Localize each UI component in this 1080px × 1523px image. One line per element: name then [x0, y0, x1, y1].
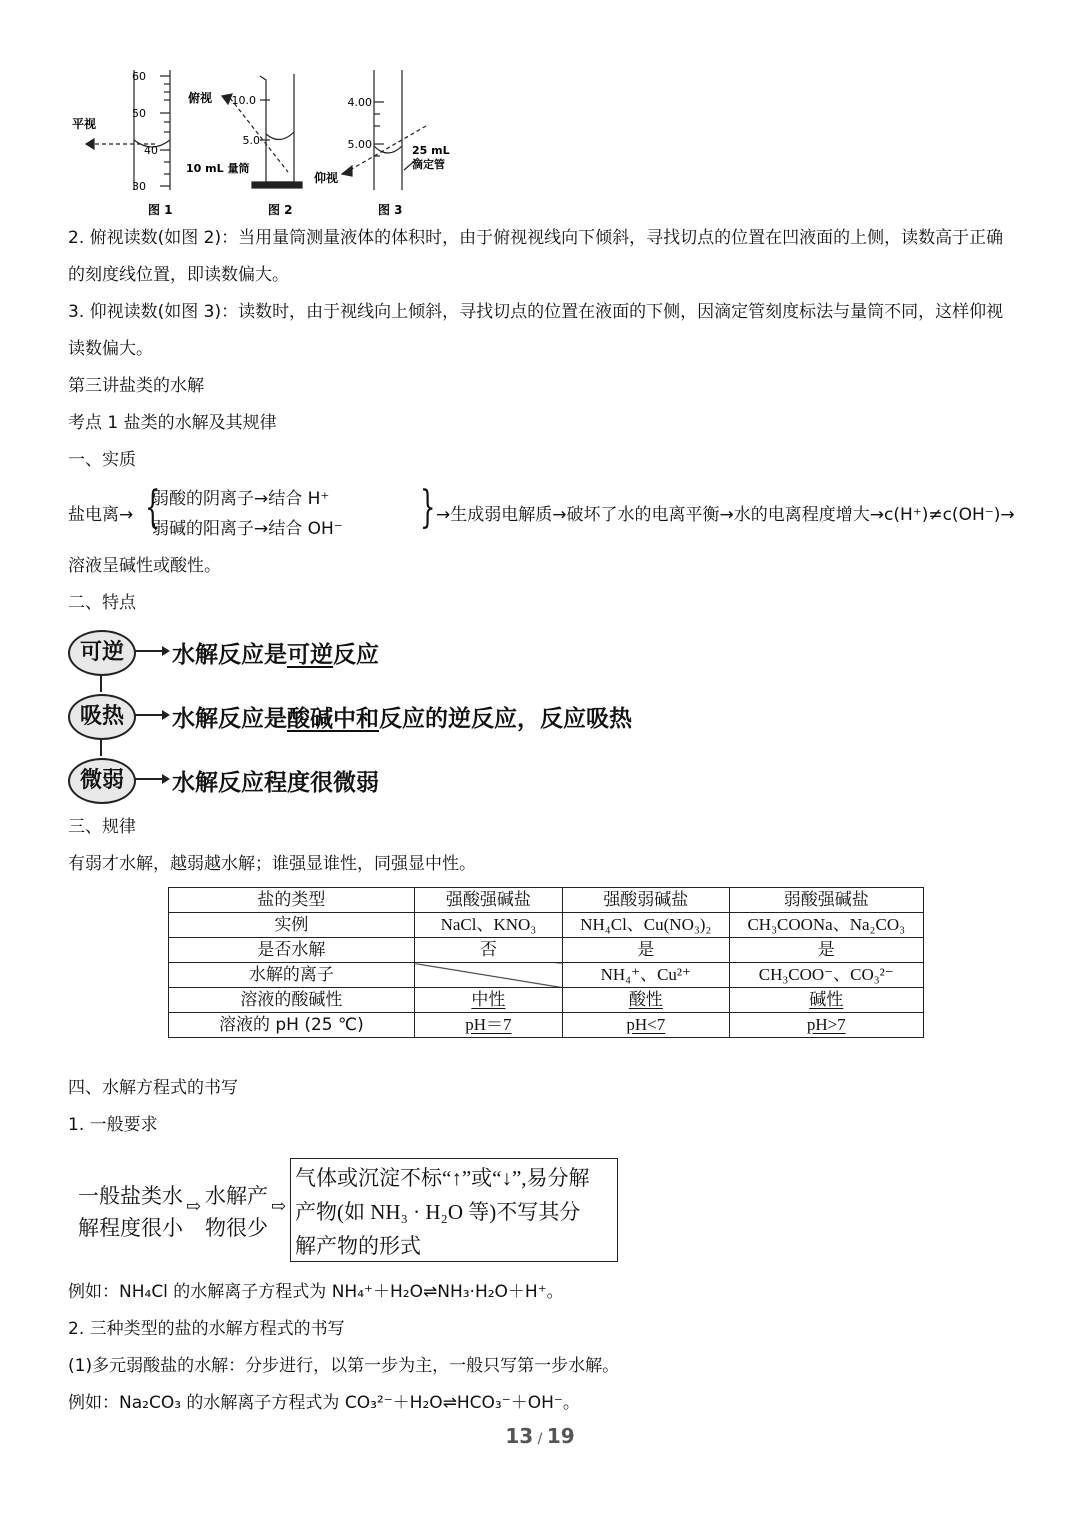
table-cell: NH₄Cl、Cu(NO₃)₂ [563, 913, 729, 938]
feature-tag: 微弱 [68, 758, 136, 804]
fig3-instrument-1: 25 mL [412, 144, 450, 157]
table-cell: CH₃COONa、Na₂CO₃ [729, 913, 923, 938]
section-1-heading: 一、实质 [68, 450, 136, 470]
table-row [169, 888, 924, 913]
connector [100, 738, 102, 756]
sub-heading-2: 2. 三种类型的盐的水解方程式的书写 [68, 1319, 345, 1339]
general-requirement-diagram [68, 1158, 628, 1268]
section-4-heading: 四、水解方程式的书写 [68, 1078, 238, 1098]
reading-figures [60, 62, 480, 222]
table-row [169, 963, 924, 988]
lecture-title: 第三讲盐类的水解 [68, 376, 204, 396]
fig3-tick-5: 5.00 [347, 138, 372, 151]
essence-lead: 盐电离→ [68, 505, 134, 525]
arrow-icon: ⇨ [186, 1196, 202, 1216]
table-cell: NaCl、KNO₃ [414, 913, 562, 938]
arrow-icon [134, 714, 168, 716]
table-cell: 中性 [414, 988, 562, 1013]
fig2-view-label: 俯视 [188, 91, 213, 105]
paragraph-3: 3. 仰视读数(如图 3)：读数时，由于视线向上倾斜，寻找切点的位置在液面的下侧，因滴定管刻度标法与量筒不同，这样仰视读数偏大。 [68, 302, 1004, 359]
table-row [169, 913, 924, 938]
arrow-icon: ⇨ [271, 1196, 287, 1216]
paragraph-2: 2. 俯视读数(如图 2)：当用量筒测量液体的体积时，由于俯视视线向下倾斜，寻找切点的位置在凹液面的上侧，读数高于正确的刻度线位置，即读数偏大。 [68, 228, 1004, 285]
table-cell-diagonal [414, 963, 562, 988]
essence-branch-1: 弱酸的阴离子→结合 H⁺ [152, 489, 330, 509]
fig1-caption: 图 1 [148, 203, 173, 217]
feature-text: 水解反应是酸碱中和反应的逆反应，反应吸热 [172, 706, 632, 732]
table-cell: pH＝7 [414, 1013, 562, 1038]
fig1-tick-60: 60 [132, 70, 146, 83]
req-cause: 一般盐类水 解程度很小 [78, 1184, 183, 1240]
table-cell: 酸性 [563, 988, 729, 1013]
section-3-heading: 三、规律 [68, 817, 136, 837]
fig2-tick-10: 10.0 [231, 94, 256, 107]
table-cell: 水解的离子 [169, 963, 415, 988]
table-cell: 碱性 [729, 988, 923, 1013]
feature-text: 水解反应是可逆反应 [172, 642, 379, 668]
table-cell: CH₃COO⁻、CO₃²⁻ [729, 963, 923, 988]
essence-continuation: 溶液呈碱性或酸性。 [68, 556, 221, 576]
fig1-tick-50: 50 [132, 107, 146, 120]
rule-text: 有弱才水解，越弱越水解；谁强显谁性，同强显中性。 [68, 854, 476, 874]
fig2-instrument: 10 mL 量筒 [186, 162, 250, 175]
example-2: 例如：Na₂CO₃ 的水解离子方程式为 CO₃²⁻＋H₂O⇌HCO₃⁻＋OH⁻。 [68, 1393, 580, 1413]
fig1-tick-40: 40 [144, 144, 158, 157]
table-row [169, 988, 924, 1013]
fig3-view-label: 仰视 [314, 171, 339, 185]
page-number: 13 / 19 [505, 1424, 575, 1448]
arrow-icon [134, 650, 168, 652]
table-cell: 是 [729, 938, 923, 963]
table-cell: 弱酸强碱盐 [729, 888, 923, 913]
fig3-instrument-2: 滴定管 [412, 158, 445, 171]
table-cell: pH>7 [729, 1013, 923, 1038]
fig1-tick-30: 30 [132, 180, 146, 193]
left-brace: { [145, 482, 161, 533]
arrow-icon [134, 778, 168, 780]
table-cell: 是 [563, 938, 729, 963]
feature-text: 水解反应程度很微弱 [172, 770, 379, 796]
table-cell: 强酸强碱盐 [414, 888, 562, 913]
essence-tail: →生成弱电解质→破坏了水的电离平衡→水的电离程度增大→c(H⁺)≠c(OH⁻)→ [436, 505, 1015, 525]
feature-tag: 可逆 [68, 630, 136, 676]
fig1-view-label: 平视 [72, 117, 97, 131]
table-cell: pH<7 [563, 1013, 729, 1038]
example-1: 例如：NH₄Cl 的水解离子方程式为 NH₄⁺＋H₂O⇌NH₃·H₂O＋H⁺。 [68, 1282, 564, 1302]
table-cell: 否 [414, 938, 562, 963]
table-cell: 实例 [169, 913, 415, 938]
fig2-tick-5: 5.0 [242, 134, 260, 147]
req-rule-box: 气体或沉淀不标“↑”或“↓”,易分解 产物(如 NH₃ · H₂O 等)不写其分 解产物的形式 [290, 1158, 618, 1262]
fig2-caption: 图 2 [268, 203, 293, 217]
section-2-heading: 二、特点 [68, 593, 136, 613]
essence-branch-2: 弱碱的阳离子→结合 OH⁻ [152, 519, 343, 539]
table-cell: 强酸弱碱盐 [563, 888, 729, 913]
hydrolysis-rule-table [168, 887, 924, 1038]
fig3-tick-4: 4.00 [347, 96, 372, 109]
table-cell: 盐的类型 [169, 888, 415, 913]
table-cell: 溶液的酸碱性 [169, 988, 415, 1013]
fig3-caption: 图 3 [378, 203, 403, 217]
connector [100, 674, 102, 692]
table-cell: 是否水解 [169, 938, 415, 963]
sub-heading-1: 1. 一般要求 [68, 1115, 158, 1135]
table-row [169, 1013, 924, 1038]
right-brace: } [420, 482, 436, 533]
table-row [169, 938, 924, 963]
figure-3 [342, 70, 426, 190]
sub-heading-2-1: (1)多元弱酸盐的水解：分步进行，以第一步为主，一般只写第一步水解。 [68, 1356, 620, 1376]
topic-title: 考点 1 盐类的水解及其规律 [68, 413, 277, 433]
req-effect: 水解产 物很少 [205, 1184, 268, 1240]
table-cell: 溶液的 pH (25 ℃) [169, 1013, 415, 1038]
figure-1 [86, 70, 170, 190]
table-cell: NH₄⁺、Cu²⁺ [563, 963, 729, 988]
feature-tag: 吸热 [68, 694, 136, 740]
